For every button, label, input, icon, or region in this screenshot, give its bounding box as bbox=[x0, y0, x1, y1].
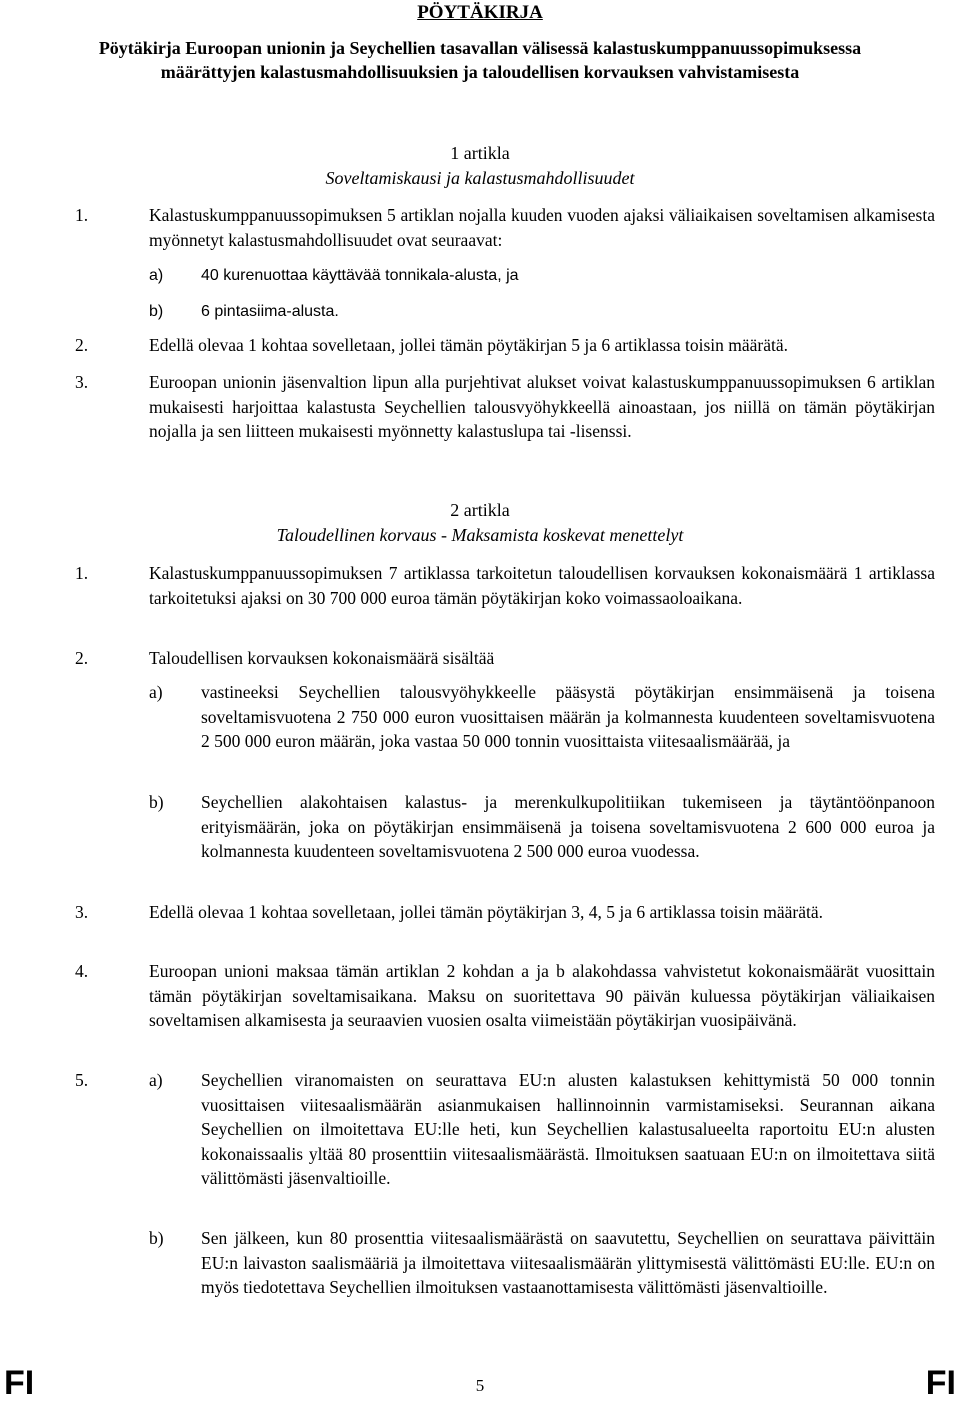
paragraph-number: 2. bbox=[75, 648, 89, 668]
item-text: vastineeksi Seychellien talousvyöhykkeelle pääsystä pöytäkirjan ensimmäisenä ja toisena soveltamisvuotena 2 750 000 euron vuosittaisen määrän ja kolmannesta kuudenteen soveltamisvuotena 2 500 000 euron määrän, joka vastaa 50 000 tonnin vuosittaista viitesaalismäärää, ja bbox=[201, 682, 935, 751]
item-label: a) bbox=[149, 267, 164, 284]
article-2-item-a bbox=[149, 680, 935, 754]
item-label: b) bbox=[149, 792, 164, 812]
article-1-item-a bbox=[149, 264, 889, 289]
paragraph-number: 1. bbox=[75, 205, 89, 225]
article-1-paragraph-3 bbox=[75, 370, 935, 444]
article-2-p5-item-a bbox=[149, 1068, 935, 1191]
footer-language-left: FI bbox=[4, 1364, 35, 1402]
article-2-paragraph-1 bbox=[75, 561, 935, 610]
item-label: a) bbox=[149, 682, 163, 702]
paragraph-text: Kalastuskumppanuussopimuksen 5 artiklan nojalla kuuden vuoden ajaksi väliaikaisen soveltamisen alkamisesta myönnetyt kalastusmahdollisuudet ovat seuraavat: bbox=[149, 205, 935, 250]
item-text: Seychellien viranomaisten on seurattava EU:n alusten kalastuksen kehittymistä 50 000 tonnin vuosittaisen viitesaalismäärän asianmukaisen hallinnoinnin varmistamiseksi. Seurannan aikana Seychellien on ilmoitettava EU:lle heti, kun Seychellien kalastusalueelta raportoitu EU:n alusten kokonaissaalis yltää 80 prosenttiin viitesaalismäärästä. Ilmoituksen saatuaan EU:n on ilmoitettava siitä välittömästi jäsenvaltioille. bbox=[201, 1070, 935, 1188]
page-number: 5 bbox=[475, 1376, 485, 1395]
item-text: 6 pintasiima-alusta. bbox=[201, 303, 339, 320]
article-1-item-b bbox=[149, 300, 889, 325]
article-2-paragraph-4 bbox=[75, 959, 935, 1033]
item-text: 40 kurenuottaa käyttävää tonnikala-alusta, ja bbox=[201, 267, 519, 284]
paragraph-number: 3. bbox=[75, 372, 89, 392]
article-2-number: 2 artikla bbox=[450, 500, 510, 520]
paragraph-text: Euroopan unioni maksaa tämän artiklan 2 kohdan a ja b alakohdassa vahvistetut kokonaismäärät vuosittain tämän pöytäkirjan soveltamisaikana. Maksu on suoritettava 90 päivän kuluessa pöytäkirjan väliaikaisen soveltamisen alkamisesta ja seuraavien vuosien osalta viimeistään pöytäkirjan vuosipäivänä. bbox=[149, 961, 935, 1030]
paragraph-number: 1. bbox=[75, 563, 89, 583]
item-text: Seychellien alakohtaisen kalastus- ja merenkulkupolitiikan tukemiseen ja täytäntöönpanoon erityismäärän, joka on pöytäkirjan ensimmäisenä ja toisena soveltamisvuotena 2 600 000 euroa ja kolmannesta kuudenteen soveltamisvuotena 2 500 000 euroa vuodessa. bbox=[201, 792, 935, 861]
footer-language-right: FI bbox=[925, 1364, 956, 1402]
article-2-paragraph-2 bbox=[75, 646, 935, 671]
document-title: PÖYTÄKIRJA bbox=[417, 2, 543, 23]
article-1-heading bbox=[0, 141, 960, 191]
paragraph-number: 5. bbox=[75, 1070, 89, 1090]
paragraph-number: 4. bbox=[75, 961, 89, 981]
paragraph-text: Euroopan unionin jäsenvaltion lipun alla purjehtivat alukset voivat kalastuskumppanuussopimuksen 6 artiklan mukaisesti harjoittaa kalastusta Seychellien talousvyöhykkeellä ainoastaan, jos niillä on tämän pöytäkirjan nojalla ja sen liitteen mukaisesti myönnetty kalastuslupa tai -lisenssi. bbox=[149, 372, 935, 441]
item-label: a) bbox=[149, 1070, 163, 1090]
paragraph-text: Edellä olevaa 1 kohtaa sovelletaan, jollei tämän pöytäkirjan 3, 4, 5 ja 6 artiklassa toisin määrätä. bbox=[149, 902, 824, 922]
article-1-paragraph-2 bbox=[75, 333, 935, 358]
article-2-name: Taloudellinen korvaus - Maksamista koskevat menettelyt bbox=[276, 525, 684, 545]
item-label: b) bbox=[149, 1228, 164, 1248]
article-2-item-b bbox=[149, 790, 935, 864]
item-label: b) bbox=[149, 303, 164, 320]
document-subtitle: Pöytäkirja Euroopan unionin ja Seychellien tasavallan välisessä kalastuskumppanuussopimuksessa määrättyjen kalastusmahdollisuuksien ja taloudellisen korvauksen vahvistamisesta bbox=[98, 38, 862, 82]
article-1-name: Soveltamiskausi ja kalastusmahdollisuudet bbox=[325, 168, 635, 188]
paragraph-text: Edellä olevaa 1 kohtaa sovelletaan, jollei tämän pöytäkirjan 5 ja 6 artiklassa toisin määrätä. bbox=[149, 335, 789, 355]
paragraph-number: 2. bbox=[75, 335, 89, 355]
article-2-p5-item-b bbox=[149, 1226, 935, 1300]
article-2-heading bbox=[0, 498, 960, 548]
paragraph-text: Kalastuskumppanuussopimuksen 7 artiklassa tarkoitetun taloudellisen korvauksen kokonaismäärä 1 artiklassa tarkoitetuksi ajaksi on 30 700 000 euroa tämän pöytäkirjan koko voimassaoloaikana. bbox=[149, 563, 935, 608]
article-1-number: 1 artikla bbox=[450, 143, 510, 163]
item-text: Sen jälkeen, kun 80 prosenttia viitesaalismäärästä on saavutettu, Seychellien on seurattava päivittäin EU:n laivaston saalismääriä ja ilmoitettava viitesaalismäärän ylittymisestä välittömästi EU:lle. EU:n on myös tiedotettava Seychellien ilmoituksen vastaanottamisesta välittömästi jäsenvaltioille. bbox=[201, 1228, 935, 1297]
article-1-paragraph-1 bbox=[75, 203, 935, 252]
paragraph-text: Taloudellisen korvauksen kokonaismäärä sisältää bbox=[149, 648, 495, 668]
article-2-paragraph-3 bbox=[75, 900, 935, 925]
paragraph-number: 3. bbox=[75, 902, 89, 922]
